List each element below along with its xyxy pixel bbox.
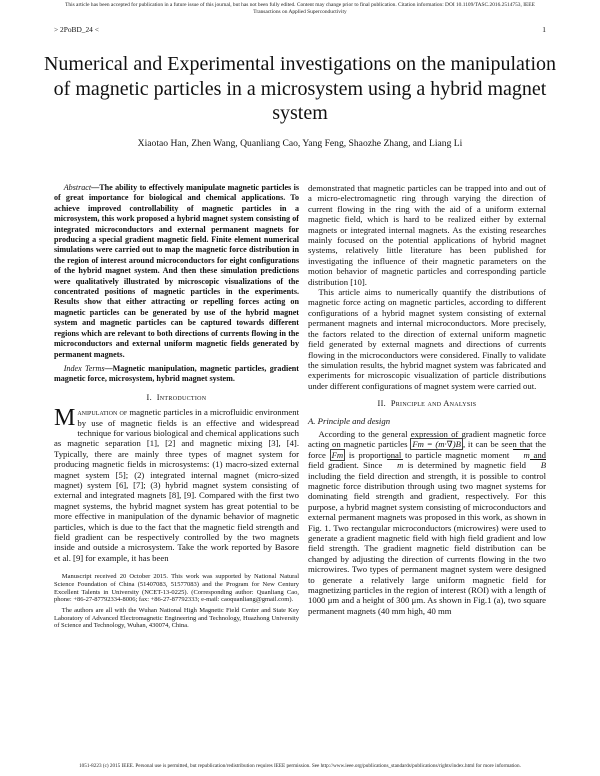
section-title: Introduction [156,392,207,402]
drop-cap: M [54,405,76,432]
intro-paragraph [54,407,299,563]
force-symbol: Fm [331,449,344,460]
right-column [308,183,546,616]
abstract-label: Abstract [63,183,92,192]
abstract [54,183,299,360]
index-terms-text: —Magnetic manipulation, magnetic particles, gradient magnetic force, microsystem, hybrid magnet system. [54,363,299,384]
moment-symbol: m [513,450,530,460]
footnote-affiliations: The authors are all with the Wuhan National High Magnetic Field Center and State Key Laboratory of Advanced Electromagnetic Engineering and Technology, Huazhong University of Science and Technology, Wuhan, 430074, China. [54,607,299,630]
section-heading-introduction [54,393,299,403]
moment-symbol: m [387,460,404,470]
field-symbol: B [530,460,546,470]
left-column [54,183,299,633]
section-number: I. [146,392,152,402]
index-terms-label: Index Terms [63,363,105,373]
banner-line-1: This article has been accepted for publication in a future issue of this journal, but has not been fully edited. Content may change prior to final publication. Citation information: DOI 10.1109/TASC.2016.2514753, IEEE [65,2,535,8]
copyright-footer: 1051-8223 (c) 2015 IEEE. Personal use is permitted, but republication/redistribution requires IEEE permission. See http://www.ieee.org/publications_standards/publications/rights/index.html for more information. [79,763,521,769]
publication-banner [0,2,600,16]
banner-line-2: Transactions on Applied Superconductivity [253,9,347,15]
paper-title: Numerical and Experimental investigations on the manipulation of magnetic particles in a microsystem using a hybrid magnet system [43,53,557,124]
force-formula: Fm = (m·∇)B [412,439,461,450]
abstract-text: —The ability to effectively manipulate magnetic particles is of great importance for biological and chemical applications. To achieve improved controllability of magnetic particles in a microsystem, this work proposed a hybrid magnet system consisting of integrated microconductors and external permanent magnets for producing a special gradient magnetic field. Finite element numerical simulations were carried out to map the magnetic force distribution in the region of interest around microconductors for eight configurations of the hybrid magnet system. And then these simulation predictions were qualitatively illustrated by microscopic visualizations of the concentrated positions of magnetic particles in the experiments. Results show that either attracting or repelling forces acting on magnetic particles can be generated by use of the hybrid magnet system and magnetic particles can be captured towards different regions which are relevant to both directions of currents flowing in the microconductors and external uniform magnetic fields generated by permanent magnets. [54,183,299,359]
section-number: II. [377,399,387,409]
intro-first-words: anipulation of [77,407,128,418]
index-terms [54,364,299,385]
section-heading-principle [308,399,546,409]
section-title: Principle and Analysis [390,399,477,409]
subsection-heading: A. Principle and design [308,415,391,426]
body-paragraph-3: According to the general expression of gradient magnetic force acting on magnetic particles Fm = (m·∇)B , it can be seen that the force Fm is proportional to particle magnetic moment m and field gradient. Since m is determined by magnetic field B including the field direction and strength, it is possible to control magnetic force distribution through using two magnet systems for dominating field strength and gradient, respectively. For this purpose, a hybrid magnet system consisting of microconductors and external permanent magnets was proposed in this work, as shown in Fig. 1. Two rectangular microconductors (microwires) were used to generate a gradient magnetic field with high field gradient and low field strength. The gradient magnetic field distribution can be changed by adjusting the direction of currents flowing in the two microwires. Two types of permanent magnet system were designed to generate a relatively large uniform magnetic field for magnetizing particles in the region of interest (ROI) with a length of 1000 μm and a height of 300 μm. As shown in Fig.1 (a), two square permanent magnets (40 mm high, 40 mm [308,428,547,616]
author-list: Xiaotao Han, Zhen Wang, Quanliang Cao, Yang Feng, Shaozhe Zhang, and Liang Li [137,138,463,149]
footnote-manuscript: Manuscript received 20 October 2015. This work was supported by National Natural Science Foundation of China (51407083, 51577083) and the Program for New Century Excellent Talents in University (NCET-13-0225). (Corresponding author: Quanliang Cao, phone: +86-27-87792334-8006; fax: +86-27-87792333; e-mail: caoquanliang@gmail.com). [54,573,299,604]
page-number: 1 [542,25,546,34]
body-paragraph-1: demonstrated that magnetic particles can be trapped into and out of a micro-electromagnetic ring through varying the direction of current flowing in the ring with the aid of a uniform external magnetic field, which is hard to be realized either by external magnets or integrated internal magnets. As the existing researches mainly focused on the potential applications of hybrid magnet systems, relatively little literature has been published for investigating the influence of their magnetic parameters on the motion behavior of magnetic particles and corresponding particle distribution [10]. [308,183,546,287]
running-head: > 2PoBD_24 < [54,25,99,34]
intro-text: magnetic particles in a microfluidic environment by use of magnetic fields is an effective and widespread technique for various biological and chemical applications such as magnetic separation [1], [2] and magnetic mixing [3], [4]. Typically, there are mainly three types of magnet system for producing magnetic fields in microsystems: (1) macro-sized external magnet system [5]; (2) integrated internal magnet (micro-sized magnet) system [6], [7]; (3) hybrid magnet system consisting of external and integrated magnets [8], [9]. Compared with the first two magnet systems, the hybrid magnet system has great potential to be more effective in manipulation of the dynamic behavior of magnetic particles, which is due to the fact that the magnetic field strength and field gradient can be respectively controlled by the two magnets inside and outside a microsystem. Take the work reported by Basore et al. [9] for example, it has been [54,407,300,563]
body-paragraph-2: This article aims to numerically quantify the distributions of magnetic force acting on magnetic particles, according to different configurations of a hybrid magnet system consisting of external permanent magnets and internal microconductors. More precisely, the factors related to the direction of external uniform magnetic field generated by external magnets and directions of currents flowing in the microconductors were considered. Finally to validate the simulation results, the hybrid magnet system was fabricated and experiments for microscopic visualization of particle distributions under different configurations of magnet system were carried out. [308,287,546,391]
footnotes [54,573,299,630]
